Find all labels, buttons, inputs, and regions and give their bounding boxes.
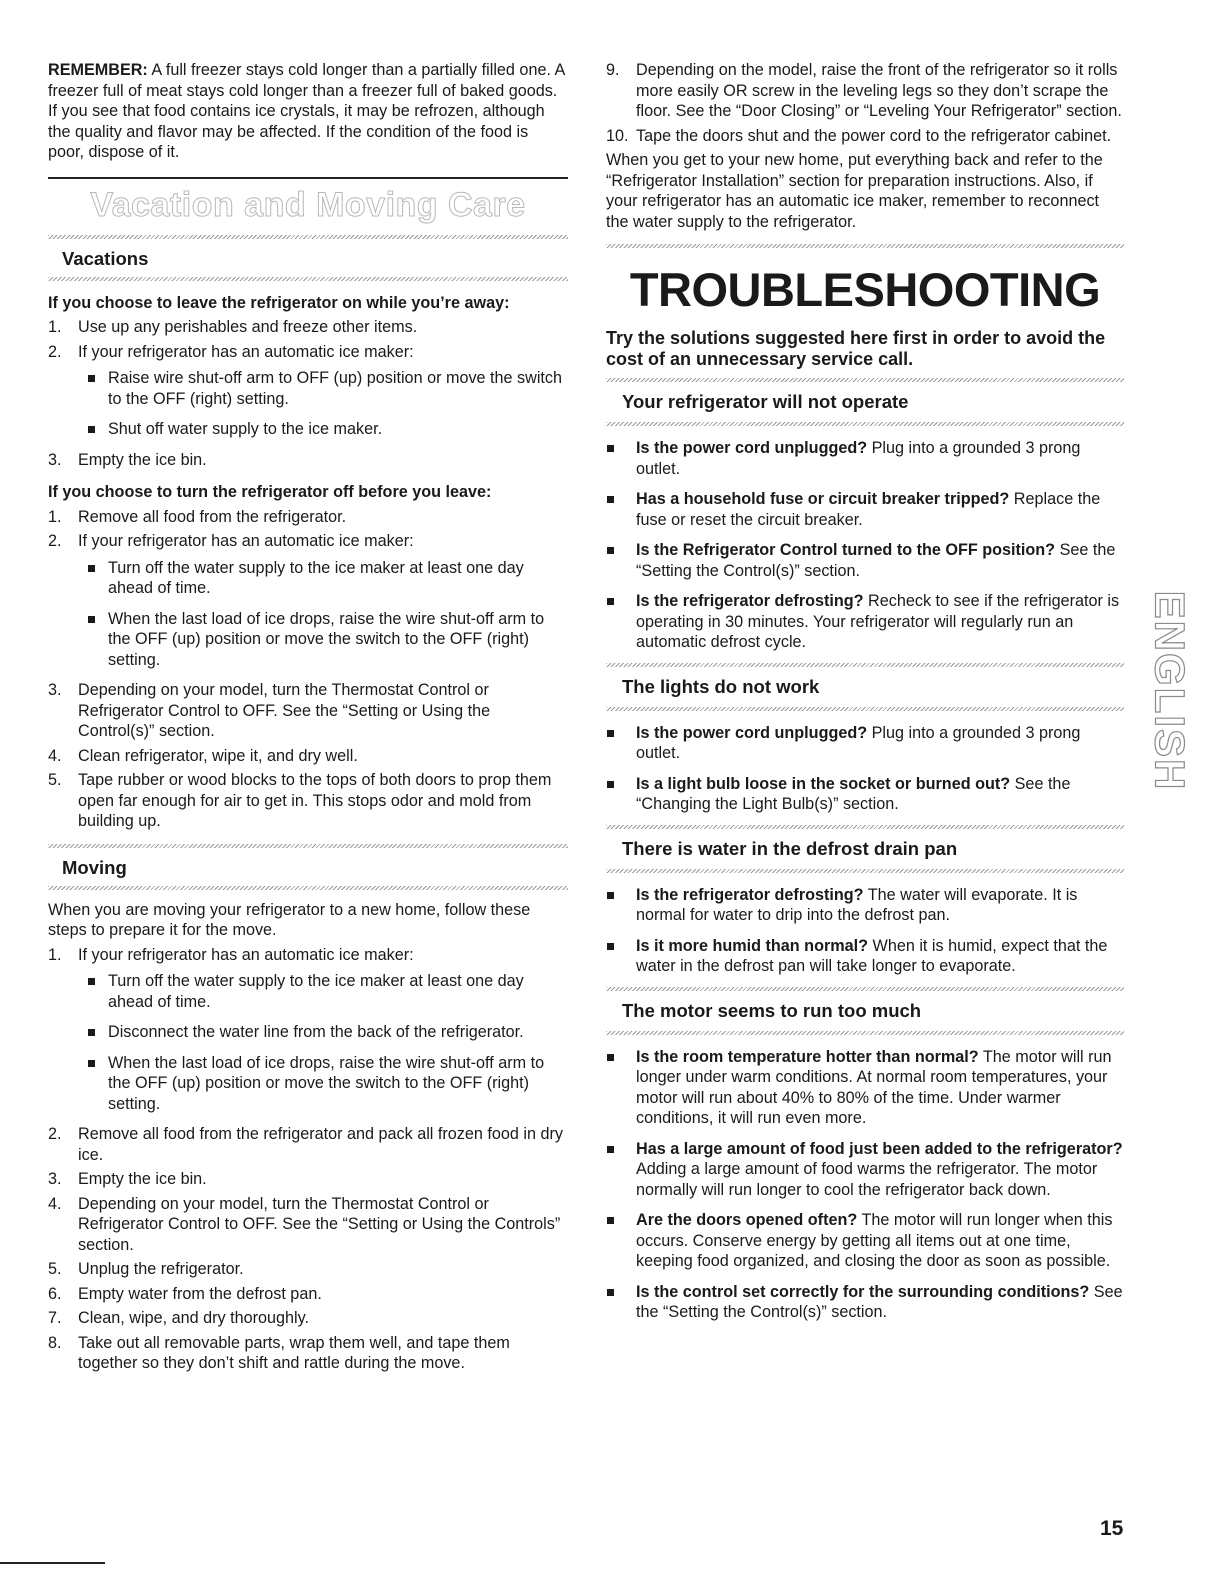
question: Has a large amount of food just been added to the refrigerator? <box>636 1139 1123 1158</box>
item-text: Take out all removable parts, wrap them well, and tape them together so they don’t shift and rattle during the move. <box>78 1333 510 1372</box>
bullet-item <box>606 438 1124 479</box>
answer: See the “Changing the Light Bulb(s)” section. <box>636 774 1071 813</box>
page-number: 15 <box>1100 1517 1124 1540</box>
item-text: Depending on your model, turn the Thermostat Control or Refrigerator Control to OFF. See the “Setting or Using the Controls” section. <box>78 1194 561 1254</box>
troubleshooting-title: TROUBLESHOOTING <box>629 263 1101 316</box>
answer: Plug into a grounded 3 prong outlet. <box>636 723 1081 762</box>
item-number: 1. <box>48 507 62 526</box>
hatch-divider <box>606 707 1124 711</box>
moving-intro: When you are moving your refrigerator to a new home, follow these steps to prepare it for the move. <box>48 900 531 939</box>
item-number: 3. <box>48 681 62 699</box>
item-text: Depending on the model, raise the front of the refrigerator so it rolls more easily OR screw in the leveling legs so they don’t scrape the floor. See the “Door Closing” or “Leveling Your Refrigerator” section. <box>636 61 1122 120</box>
item-number: 3. <box>48 450 62 469</box>
hatch-divider <box>606 869 1124 873</box>
answer: Adding a large amount of food warms the refrigerator. The motor normally will run longer to cool the refrigerator back down. <box>636 1160 1098 1199</box>
vacation-on-list <box>48 317 568 470</box>
answer: The motor will run longer when this occurs. Conserve energy by getting all items out at one time, keeping food organized, and closing the door as soon as possible. <box>636 1211 1113 1270</box>
item-text: Use up any perishables and freeze other items. <box>78 318 418 336</box>
bullet-item <box>606 936 1124 977</box>
item-text: Tape the doors shut and the power cord to the refrigerator cabinet. <box>636 126 1112 145</box>
item-number: 5. <box>48 1260 62 1278</box>
trouble-list <box>606 723 1124 815</box>
list-item <box>48 680 568 742</box>
trouble-section <box>606 663 1124 815</box>
vacation-off-lead: If you choose to turn the refrigerator off before you leave: <box>48 483 492 501</box>
language-side-tab <box>1146 566 1193 816</box>
moving-list <box>48 945 568 1374</box>
sub-list <box>78 558 568 671</box>
bullet-item <box>606 885 1124 926</box>
section-heading: The lights do not work <box>622 675 820 697</box>
remember-label: REMEMBER: <box>48 61 148 79</box>
answer: See the “Setting the Control(s)” section. <box>636 541 1116 580</box>
bullet-item: Raise wire shut-off arm to OFF (up) position or move the switch to the OFF (right) setting. <box>78 368 568 409</box>
section-heading: There is water in the defrost drain pan <box>622 837 958 859</box>
bullet-item <box>606 1047 1124 1129</box>
item-number: 4. <box>48 1194 62 1213</box>
answer: Replace the fuse or reset the circuit breaker. <box>636 490 1101 529</box>
hatch-divider <box>606 244 1124 248</box>
item-text: Clean refrigerator, wipe it, and dry well. <box>78 746 358 765</box>
bullet-item: Turn off the water supply to the ice maker at least one day ahead of time. <box>78 971 568 1012</box>
item-text: Empty the ice bin. <box>78 1170 207 1188</box>
hatch-divider <box>48 886 568 890</box>
bullet-item <box>606 591 1124 653</box>
list-item <box>48 317 568 338</box>
list-item <box>48 746 568 767</box>
bullet-item: Disconnect the water line from the back of the refrigerator. <box>78 1022 568 1043</box>
trouble-list <box>606 885 1124 977</box>
moving-list-continued <box>606 60 1124 146</box>
list-item <box>48 1259 568 1280</box>
moving-after-paragraph: When you get to your new home, put everything back and refer to the “Refrigerator Installation” section for preparation instructions. Also, if your refrigerator has an automatic ice maker, remember to reconnect the water supply to the refrigerator. <box>606 151 1103 231</box>
trouble-section <box>606 825 1124 977</box>
list-item <box>48 507 568 528</box>
item-number: 4. <box>48 746 62 765</box>
question: Is the power cord unplugged? <box>636 723 868 742</box>
item-text: If your refrigerator has an automatic ice maker: <box>78 532 414 550</box>
item-number: 5. <box>48 771 62 789</box>
list-item <box>48 1194 568 1256</box>
item-number: 2. <box>48 1125 62 1143</box>
vacation-off-list <box>48 507 568 832</box>
list-item <box>48 1124 568 1165</box>
bullet-item <box>606 774 1124 815</box>
answer: The motor will run longer under warm conditions. At normal room temperatures, your motor will run about 40% to 80% of the time. Under warmer conditions, it will run even more. <box>636 1047 1112 1127</box>
answer: See the “Setting the Control(s)” section. <box>636 1282 1123 1321</box>
question: Is the refrigerator defrosting? <box>636 885 864 904</box>
trouble-list <box>606 438 1124 653</box>
answer: When it is humid, expect that the water in the defrost pan will take longer to evaporate. <box>636 936 1108 975</box>
question: Is the refrigerator defrosting? <box>636 592 864 610</box>
hatch-divider <box>606 422 1124 426</box>
question: Is a light bulb loose in the socket or burned out? <box>636 774 1011 793</box>
answer: The water will evaporate. It is normal for water to drip into the defrost pan. <box>636 885 1078 924</box>
question: Is the room temperature hotter than normal? <box>636 1047 979 1066</box>
question: Are the doors opened often? <box>636 1211 858 1229</box>
item-number: 10. <box>606 126 629 145</box>
remember-text: A full freezer stays cold longer than a partially filled one. A freezer full of meat stays cold longer than a freezer full of baked goods. If you see that food contains ice crystals, it may be refrozen, although the quality and flavor may be affected. If the condition of the food is poor, dispose of it. <box>48 61 565 161</box>
bullet-item: Shut off water supply to the ice maker. <box>78 419 568 440</box>
item-number: 6. <box>48 1284 62 1303</box>
list-item <box>606 60 1124 122</box>
list-item <box>48 342 568 440</box>
item-text: Tape rubber or wood blocks to the tops of both doors to prop them open far enough for air to get in. This stops odor and mold from building up. <box>78 771 552 830</box>
question: Is it more humid than normal? <box>636 936 869 955</box>
bullet-item <box>606 1210 1124 1272</box>
list-item <box>48 770 568 832</box>
section-heading: Your refrigerator will not operate <box>622 391 909 412</box>
item-text: Remove all food from the refrigerator. <box>78 507 347 526</box>
list-item <box>48 1284 568 1305</box>
right-column <box>606 60 1124 1333</box>
list-item <box>48 450 568 471</box>
bullet-item <box>606 1139 1124 1201</box>
footer-rule <box>0 1562 105 1564</box>
sub-list <box>78 971 568 1114</box>
item-text: Empty water from the defrost pan. <box>78 1284 322 1303</box>
section-rule <box>48 177 568 179</box>
item-number: 2. <box>48 532 62 550</box>
bullet-item <box>606 723 1124 764</box>
item-number: 3. <box>48 1170 62 1188</box>
list-item <box>48 945 568 1115</box>
item-number: 1. <box>48 318 62 336</box>
language-tab-label: ENGLISH <box>1146 590 1193 792</box>
list-item <box>606 126 1124 147</box>
item-text: Remove all food from the refrigerator and pack all frozen food in dry ice. <box>78 1125 563 1164</box>
question: Is the power cord unplugged? <box>636 439 868 457</box>
trouble-section <box>606 378 1124 653</box>
bullet-item <box>606 540 1124 581</box>
moving-heading: Moving <box>62 856 127 878</box>
item-number: 8. <box>48 1333 62 1352</box>
answer: Recheck to see if the refrigerator is operating in 30 minutes. Your refrigerator will regularly run an automatic defrost cycle. <box>636 592 1120 651</box>
question: Has a household fuse or circuit breaker tripped? <box>636 490 1010 508</box>
item-number: 1. <box>48 945 62 964</box>
item-text: Empty the ice bin. <box>78 450 207 469</box>
item-text: If your refrigerator has an automatic ice maker: <box>78 945 414 964</box>
item-text: Depending on your model, turn the Thermostat Control or Refrigerator Control to OFF. See the “Setting or Using the Control(s)” section. <box>78 681 491 740</box>
vacation-moving-title: Vacation and Moving Care <box>90 185 526 224</box>
item-number: 7. <box>48 1309 62 1327</box>
item-text: If your refrigerator has an automatic ice maker: <box>78 342 414 361</box>
troubleshooting-intro: Try the solutions suggested here first in order to avoid the cost of an unnecessary service call. <box>606 328 1106 369</box>
remember-paragraph <box>48 60 568 163</box>
item-text: Clean, wipe, and dry thoroughly. <box>78 1309 309 1327</box>
hatch-divider <box>606 1031 1124 1035</box>
vacation-on-lead: If you choose to leave the refrigerator on while you’re away: <box>48 293 510 312</box>
list-item <box>48 1169 568 1190</box>
hatch-divider <box>48 277 568 281</box>
trouble-section <box>606 987 1124 1323</box>
item-number: 2. <box>48 342 62 361</box>
vacations-heading: Vacations <box>62 247 149 269</box>
list-item <box>48 1308 568 1329</box>
question: Is the Refrigerator Control turned to the OFF position? <box>636 541 1056 559</box>
bullet-item: Turn off the water supply to the ice maker at least one day ahead of time. <box>78 558 568 599</box>
bullet-item: When the last load of ice drops, raise the wire shut-off arm to the OFF (up) position or move the switch to the OFF (right) setting. <box>78 1053 568 1115</box>
bullet-item <box>606 489 1124 530</box>
sub-list <box>78 368 568 440</box>
bullet-item: When the last load of ice drops, raise the wire shut-off arm to the OFF (up) position or move the switch to the OFF (right) setting. <box>78 609 568 671</box>
section-heading: The motor seems to run too much <box>622 999 922 1021</box>
bullet-item <box>606 1282 1124 1323</box>
list-item <box>48 1333 568 1374</box>
left-column <box>48 60 568 1378</box>
trouble-list <box>606 1047 1124 1323</box>
list-item <box>48 531 568 670</box>
item-text: Unplug the refrigerator. <box>78 1260 244 1278</box>
answer: Plug into a grounded 3 prong outlet. <box>636 439 1081 478</box>
question: Is the control set correctly for the surrounding conditions? <box>636 1282 1090 1301</box>
item-number: 9. <box>606 61 620 79</box>
